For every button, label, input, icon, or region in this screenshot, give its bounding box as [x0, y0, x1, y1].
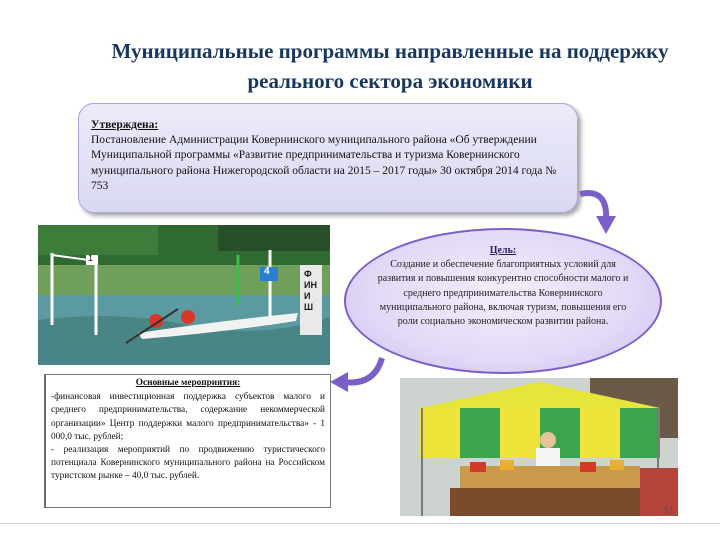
kayak-photo	[38, 225, 330, 365]
page-title: Муниципальные программы направленные на поддержку реального сектора экономики	[111, 39, 669, 93]
goal-ellipse	[344, 228, 662, 374]
goal-heading: Цель:	[489, 245, 517, 256]
gate-number-1: 1	[88, 253, 94, 263]
approval-box	[78, 103, 578, 213]
activities-item-2: - реализация мероприятий по продвижению туристического потенциала Ковернинского муниципального района на Российском туристском рынке – 40,0 тыс. рублей.	[51, 445, 325, 482]
goal-text: Создание и обеспечение благоприятных условий для развития и повышения конкурентно способности малого и среднего предпринимательства Ковернинского муниципального района, включая туризм, повышения его роли социально экономическом развитии района.	[377, 259, 629, 328]
finish-sign: ФИНИШ	[304, 269, 317, 312]
approval-text: Постановление Администрации Ковернинского муниципального района «Об утверждении Муниципальной программы «Развитие предпринимательства и туризма Ковернинского муниципального района Нижегородской области на 2015 – 2017 годы» 30 октября 2014 года № 753	[91, 134, 557, 192]
activities-box	[44, 374, 331, 508]
curved-arrow-icon	[326, 352, 386, 394]
curved-arrow-icon	[578, 180, 618, 240]
gate-number-4: 4	[264, 266, 270, 277]
approval-heading: Утверждена:	[91, 119, 159, 131]
activities-item-1: -финансовая инвестиционная поддержка субъектов малого и среднего предпринимательства, содержание некоммерческой организации» Центр поддержки малого предпринимательства» - 1 000,0 тыс. рублей;	[51, 392, 325, 442]
activities-heading: Основные мероприятия:	[135, 378, 241, 388]
page-number: 51	[663, 506, 675, 517]
market-tent-photo	[400, 378, 678, 516]
footer-divider	[0, 523, 720, 524]
